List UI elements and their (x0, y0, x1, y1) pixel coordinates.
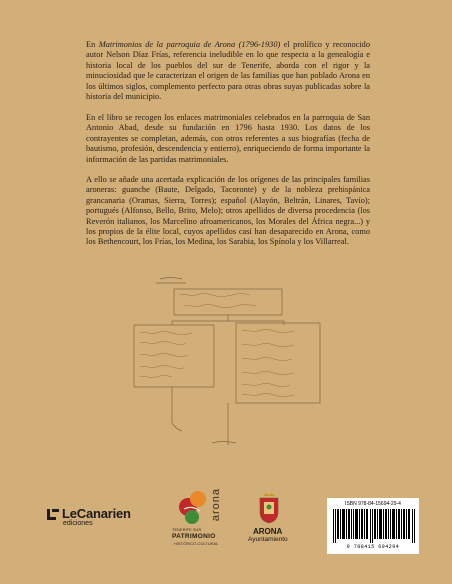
intro-text: el prolífico y reconocido autor Nelson Díaz Frías, referencia ineludible en lo que respecta a la genealogía e historia local de los pueblos del sur de Tenerife, aborda con el rigor y la minuciosidad que le caracterizan el origen de las familias que han poblado Arona en los últimos siglos, complemento perfecto para otras obras suyas publicadas sobre la historia del municipio. (86, 40, 370, 102)
lecanarien-sub: ediciones (63, 520, 93, 527)
lecanarien-logo (46, 506, 131, 527)
book-title: Matrimonios de la parroquia de Arona (1796-1930) (98, 40, 281, 49)
paragraph-intro (86, 40, 370, 102)
arona-coat-of-arms-icon (258, 492, 280, 524)
arona-word: arona (210, 488, 222, 522)
ayuntamiento-name: ARONA (253, 527, 283, 536)
barcode-number: 9 788415 694294 (346, 544, 400, 550)
historico-cultural-text: HISTÓRICO-CULTURAL (174, 541, 219, 546)
paragraph-content: En el libro se recogen los enlaces matrimoniales celebrados en la parroquia de San Antonio Abad, desde su fundación en 1796 hasta 1930. Los datos de los contrayentes se completan, además, con otros referentes a sus biografías (fecha de bautismo, profesión, descendencia y entierro), enriqueciendo de forma importante la información de las partidas matrimoniales. (86, 113, 370, 164)
barcode-bars-icon (333, 509, 415, 543)
manuscript-genealogy-image (132, 273, 322, 455)
ayuntamiento-label: Ayuntamiento (248, 536, 288, 543)
barcode (327, 498, 419, 554)
lecanarien-icon (46, 507, 60, 521)
tenerife-sur-text: TENERIFE SUR (172, 527, 202, 532)
lecanarien-name: LeCanarien (62, 506, 131, 521)
patrimonio-text: PATRIMONIO (172, 533, 216, 540)
paragraph-families: A ello se añade una acertada explicación de los orígenes de las principales familias aroneras: guanche (Baute, Delgado, Tacoronte) y de la nobleza prehispánica grancanaria (Oramas, Sierra, Torres); español (Alayón, Beltrán, Linares, Tavío); portugués (Alfonso, Bello, Brito, Melo); otros apellidos de diversa procedencia (los Reverón italianos, los Marcelino afroamericanos, los Morales del África negra...) y los propios de la élite local, cuyos apellidos casi han desaparecido en Arona, como los Bethencourt, los Frías, los Medina, los Sarabia, los Spínola y los Villarreal. (86, 175, 370, 247)
intro-lead: En (86, 40, 99, 49)
isbn-text: ISBN 978-84-15694-29-4 (345, 501, 401, 507)
